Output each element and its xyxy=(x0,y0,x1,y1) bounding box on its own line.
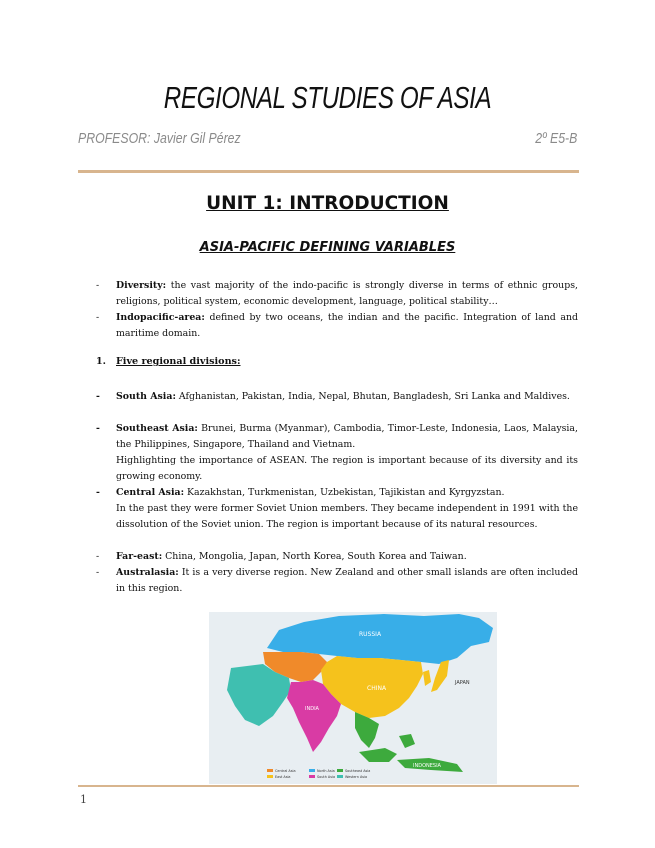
list-item-diversity xyxy=(96,278,578,310)
list-item-central-asia xyxy=(96,485,578,533)
legend-swatch-east xyxy=(267,775,273,778)
legend-south: South Asia xyxy=(317,775,336,779)
term: Indopacific-area: xyxy=(116,312,205,323)
extra-note: Highlighting the importance of ASEAN. The region is important because of its diversity and its growing economy. xyxy=(116,455,578,482)
legend-central: Central Asia xyxy=(275,769,296,773)
description: China, Mongolia, Japan, North Korea, South Korea and Taiwan. xyxy=(162,551,467,562)
page-number: 1 xyxy=(80,793,87,806)
legend-east: East Asia xyxy=(275,775,291,779)
legend-swatch-central xyxy=(267,769,273,772)
term: Central Asia: xyxy=(116,487,185,498)
list-item-far-east xyxy=(96,549,578,565)
russia-label: RUSSIA xyxy=(359,631,382,638)
list-dash: - xyxy=(96,487,100,498)
description: the vast majority of the indo-pacific is strongly diverse in terms of ethnic groups, religions, political system, economic development, language, political stability… xyxy=(116,280,578,307)
list-dash: - xyxy=(96,280,100,291)
description: defined by two oceans, the indian and the pacific. Integration of land and maritime domain. xyxy=(116,312,578,339)
list-item-southeast-asia xyxy=(96,421,578,485)
legend-western: Western Asia xyxy=(345,775,368,779)
term: Far-east: xyxy=(116,551,163,562)
list-dash: - xyxy=(96,391,100,402)
divisions-heading xyxy=(96,356,241,367)
description: Afghanistan, Pakistan, India, Nepal, Bhutan, Bangladesh, Sri Lanka and Maldives. xyxy=(175,391,570,402)
list-dash: - xyxy=(96,567,100,578)
term: Australasia: xyxy=(116,567,179,578)
course-code: 2º E5-B xyxy=(534,130,577,147)
asia-regions-map xyxy=(209,612,497,784)
indonesia-label: INDONESIA xyxy=(413,763,441,769)
header-divider xyxy=(78,170,579,173)
japan-label: JAPAN xyxy=(455,680,470,686)
list-item-australasia xyxy=(96,565,578,597)
section-title: ASIA-PACIFIC DEFINING VARIABLES xyxy=(199,240,456,255)
legend-swatch-western xyxy=(337,775,343,778)
term: Southeast Asia: xyxy=(116,423,198,434)
china-label: CHINA xyxy=(367,685,387,692)
list-item-south-asia xyxy=(96,389,578,405)
list-dash: - xyxy=(96,312,100,323)
extra-note: In the past they were former Soviet Union members. They became independent in 1991 with the dissolution of the Soviet union. The region is important because of its natural resources. xyxy=(116,503,578,530)
legend-southeast: Southeast Asia xyxy=(345,769,371,773)
legend-swatch-south xyxy=(309,775,315,778)
list-dash: - xyxy=(96,551,100,562)
list-dash: - xyxy=(96,423,100,434)
description: Kazakhstan, Turkmenistan, Uzbekistan, Tajikistan and Kyrgyzstan. xyxy=(184,487,505,498)
legend-swatch-southeast xyxy=(337,769,343,772)
india-label: INDIA xyxy=(305,706,319,712)
description: Brunei, Burma (Myanmar), Cambodia, Timor-Leste, Indonesia, Laos, Malaysia, the Philippines, Singapore, Thailand and Vietnam. xyxy=(116,423,579,450)
heading-label: Five regional divisions: xyxy=(116,356,241,367)
footer-divider xyxy=(78,785,579,787)
document-title: REGIONAL STUDIES OF ASIA xyxy=(163,80,492,115)
legend-north: North Asia xyxy=(317,769,335,773)
heading-number: 1. xyxy=(96,356,107,367)
description: It is a very diverse region. New Zealand and other small islands are often included in this region. xyxy=(116,567,578,594)
term: Diversity: xyxy=(116,280,167,291)
term: South Asia: xyxy=(116,391,176,402)
unit-title: UNIT 1: INTRODUCTION xyxy=(206,193,449,214)
list-item-indopacific xyxy=(96,310,578,342)
professor-name: PROFESOR: Javier Gil Pérez xyxy=(78,130,241,147)
legend-swatch-north xyxy=(309,769,315,772)
